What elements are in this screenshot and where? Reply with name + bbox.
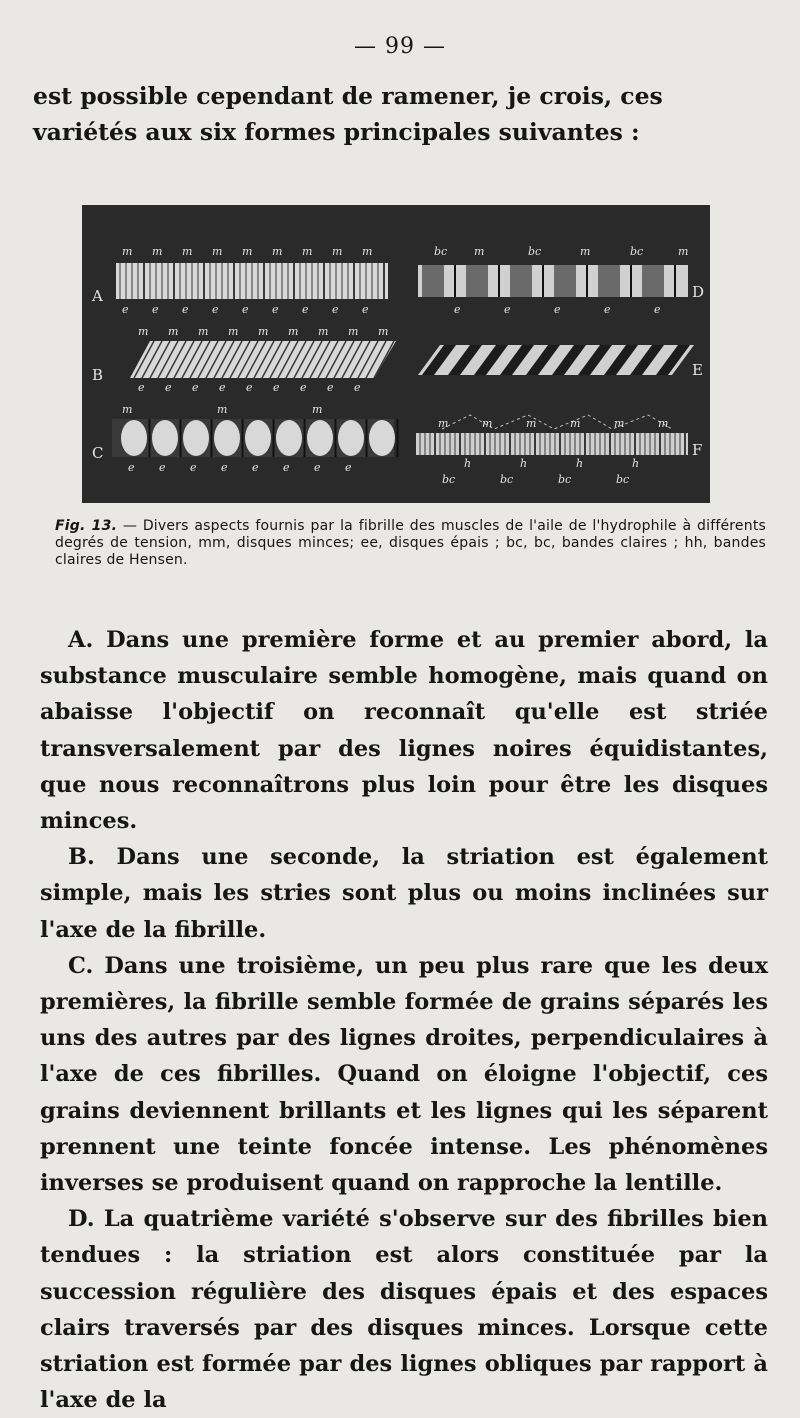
annotation-m: m — [302, 245, 313, 258]
annotation-e: e — [554, 303, 561, 316]
annotation-e: e — [152, 303, 159, 316]
annotation-e: e — [300, 381, 307, 394]
panel-label-d: D — [692, 283, 705, 301]
fibril-f-body — [416, 433, 688, 455]
annotation-m: m — [332, 245, 343, 258]
fibril-c — [112, 419, 398, 457]
fibril-f — [416, 415, 688, 455]
annotation-m: m — [570, 417, 581, 430]
annotation-e: e — [454, 303, 461, 316]
annotation-e: e — [128, 461, 135, 474]
annotation-m: m — [614, 417, 625, 430]
annotation-m: m — [482, 417, 493, 430]
paragraph-b-letter: B. — [68, 844, 95, 871]
annotation-e: e — [159, 461, 166, 474]
panel-label-e: E — [692, 361, 703, 379]
annotation-m: m — [526, 417, 537, 430]
annotation-d-top: bc — [434, 245, 448, 258]
annotation-bc: bc — [500, 473, 514, 486]
fibril-d-thick-disc — [554, 265, 576, 297]
annotation-e: e — [246, 381, 253, 394]
annotation-e: e — [190, 461, 197, 474]
figure-label: Fig. 13. — [55, 518, 118, 534]
annotation-h: h — [520, 457, 528, 470]
fibril-c-grain — [245, 420, 271, 456]
fibril-e — [418, 345, 694, 375]
annotation-e: e — [327, 381, 334, 394]
annotation-m: m — [217, 403, 228, 416]
annotation-e: e — [221, 461, 228, 474]
panel-label-a: A — [92, 287, 103, 305]
annotation-e: e — [354, 381, 361, 394]
paragraph-a-text: Dans une première forme et au premier abord, la substance musculaire semble homogène, mais quand on abaisse l'objectif on reconnaît qu'elle est striée transversalement par des lignes noires équidistantes, que nous reconnaîtrons plus loin pour être les disques minces. — [40, 627, 768, 835]
annotation-d-top: m — [580, 245, 591, 258]
annotation-d-top: bc — [630, 245, 644, 258]
annotation-e: e — [302, 303, 309, 316]
paragraph-c-text: Dans une troisième, un peu plus rare que les deux premières, la fibrille semble formée de grains séparés les uns des autres par des lignes droites, perpendiculaires à l'axe de ces fibrilles. Quand on éloigne l'objectif, ces grains deviennent brillants et les lignes qui les séparent prennent une teinte foncée intense. Les phénomènes inverses se produisent quand on rapproche la lentille. — [40, 952, 768, 1197]
paragraph-d-text: La quatrième variété s'observe sur des fibrilles bien tendues : la striation est alors constituée par la succession régulière des disques épais et des espaces clairs traversés par des disques minces. Lorsque cette striation est formée par des lignes obliques par rapport à l'axe de la — [40, 1206, 768, 1414]
body-text — [40, 622, 768, 1418]
paragraph-a — [40, 622, 768, 839]
fibril-c-grain — [369, 420, 395, 456]
annotation-bc: bc — [616, 473, 630, 486]
annotation-e: e — [219, 381, 226, 394]
fibril-c-grain — [183, 420, 209, 456]
intro-text: est possible cependant de ramener, je crois, ces variétés aux six formes principales suivantes : — [33, 82, 663, 146]
annotation-e: e — [362, 303, 369, 316]
annotation-d-top: bc — [528, 245, 542, 258]
annotation-e: e — [182, 303, 189, 316]
figure-caption — [55, 518, 766, 569]
annotation-e: e — [192, 381, 199, 394]
fibril-c-grain — [214, 420, 240, 456]
annotation-m: m — [318, 325, 329, 338]
fibril-b — [130, 341, 396, 378]
annotation-e: e — [314, 461, 321, 474]
fibril-a — [116, 263, 388, 299]
fibril-c-grain — [307, 420, 333, 456]
annotation-m: m — [288, 325, 299, 338]
fibril-d — [418, 265, 688, 297]
annotation-e: e — [242, 303, 249, 316]
fibril-d-thick-disc — [422, 265, 444, 297]
annotation-m: m — [378, 325, 389, 338]
fibril-d-thick-disc — [510, 265, 532, 297]
annotation-e: e — [138, 381, 145, 394]
fibril-c-grain — [121, 420, 147, 456]
annotation-e: e — [283, 461, 290, 474]
annotation-m: m — [658, 417, 669, 430]
paragraph-d — [40, 1201, 768, 1418]
paragraph-b — [40, 839, 768, 948]
fibril-c-grain — [152, 420, 178, 456]
annotation-m: m — [362, 245, 373, 258]
figure-drawing — [82, 205, 710, 503]
annotation-m: m — [438, 417, 449, 430]
fibril-d-thick-disc — [642, 265, 664, 297]
fibril-c-grain — [276, 420, 302, 456]
annotation-e: e — [252, 461, 259, 474]
annotation-m: m — [138, 325, 149, 338]
annotation-d-top: m — [474, 245, 485, 258]
annotation-e: e — [272, 303, 279, 316]
page-number: — 99 — — [354, 34, 446, 59]
annotation-bc: bc — [558, 473, 572, 486]
paragraph-c — [40, 948, 768, 1201]
fibril-d-thick-disc — [466, 265, 488, 297]
annotation-h: h — [576, 457, 584, 470]
panel-label-c: C — [92, 444, 104, 462]
fibril-d-thick-disc — [598, 265, 620, 297]
annotation-e: e — [604, 303, 611, 316]
paragraph-c-letter: C. — [68, 952, 94, 979]
figure-caption-text: — Divers aspects fournis par la fibrille des muscles de l'aile de l'hydrophile à différents degrés de tension, mm, disques minces; ee, disques épais ; bc, bc, bandes claires ; hh, bandes claires de Hensen. — [55, 518, 767, 568]
panel-label-b: B — [92, 366, 104, 384]
annotation-m: m — [312, 403, 323, 416]
annotation-h: h — [632, 457, 640, 470]
annotation-m: m — [168, 325, 179, 338]
annotation-d-top: m — [678, 245, 689, 258]
annotation-m: m — [122, 245, 133, 258]
figure-13 — [82, 205, 710, 503]
paragraph-d-letter: D. — [68, 1206, 95, 1233]
annotation-e: e — [332, 303, 339, 316]
annotation-m: m — [122, 403, 133, 416]
fibril-f-hensen-curve — [442, 415, 672, 429]
annotation-m: m — [242, 245, 253, 258]
annotation-e: e — [504, 303, 511, 316]
annotation-e: e — [273, 381, 280, 394]
annotation-e: e — [122, 303, 129, 316]
annotation-m: m — [212, 245, 223, 258]
annotation-m: m — [198, 325, 209, 338]
annotation-m: m — [272, 245, 283, 258]
annotation-e: e — [345, 461, 352, 474]
annotation-bc: bc — [442, 473, 456, 486]
annotation-m: m — [182, 245, 193, 258]
paragraph-a-letter: A. — [68, 627, 94, 653]
annotation-e: e — [212, 303, 219, 316]
annotation-m: m — [228, 325, 239, 338]
annotation-e: e — [654, 303, 661, 316]
annotation-m: m — [152, 245, 163, 258]
annotation-m: m — [348, 325, 359, 338]
annotation-m: m — [258, 325, 269, 338]
annotation-e: e — [165, 381, 172, 394]
fibril-c-grain — [338, 420, 364, 456]
panel-label-f: F — [692, 441, 703, 459]
annotation-h: h — [464, 457, 472, 470]
paragraph-b-text: Dans une seconde, la striation est également simple, mais les stries sont plus ou moins inclinées sur l'axe de la fibrille. — [40, 844, 768, 943]
